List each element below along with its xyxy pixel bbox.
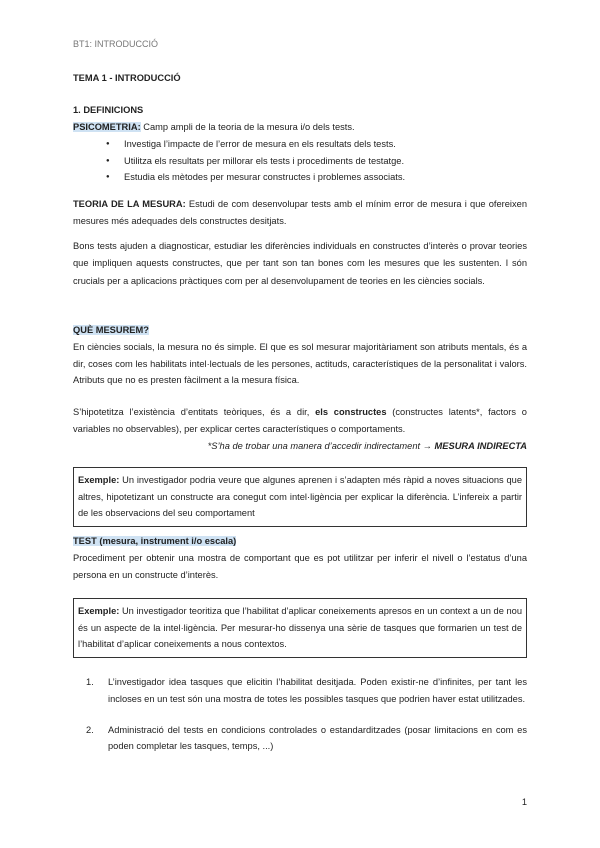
text: (constructes latents*, factors o variables no observables), per explicar certes característiques o comportaments. [73, 407, 527, 434]
list-item: ● Estudia els mètodes per mesurar constructes i problemes associats. [110, 169, 527, 186]
page-header: BT1: INTRODUCCIÓ [73, 39, 159, 49]
example-label: Exemple: [78, 606, 120, 616]
section-heading: 1. DEFINICIONS [73, 105, 144, 115]
page-title: TEMA 1 - INTRODUCCIÓ [73, 73, 181, 83]
list-item [73, 674, 527, 708]
section-heading: TEST (mesura, instrument i/o escala) [73, 536, 237, 546]
example-box [73, 598, 527, 658]
item-number: 2. [86, 724, 94, 735]
text: S’hipotetitza l’existència d’entitats teòriques, és a dir, [73, 407, 316, 417]
example-label: Exemple: [78, 475, 120, 485]
item-text: L’investigador idea tasques que elicitin l’habilitat desitjada. Poden existir-ne d’infinites, per tant les incloses en un test són una mostra de totes les possibles tasques que podrien haver estat utilitzades. [108, 677, 527, 704]
term: TEORIA DE LA MESURA: [73, 199, 186, 209]
teoria-definition [73, 196, 527, 230]
bold-term: els constructes [315, 407, 387, 417]
paragraph: En ciències socials, la mesura no és simple. El que es sol mesurar majoritàriament son atributs mentals, és a dir, coses com les habilitats intel·lectuals de les persones, actituds, característiques de la personalitat i valors. Atributs que no es presten fàcilment a la mesura física. [73, 341, 527, 386]
list-item: ● Investiga l’impacte de l’error de mesura en els resultats dels tests. [110, 136, 527, 153]
list-item [73, 722, 527, 756]
paragraph: Bons tests ajuden a diagnosticar, estudiar les diferències individuals en constructes d’interès o provar teories que impliquen aquests constructes, que per tant son tan bones com les mesures que les sustenten. I són crucials per a aplicacions pràctiques com per al desenvolupament de teories en les ciències socials. [73, 241, 527, 286]
note [73, 438, 527, 455]
page-number: 1 [521, 797, 527, 807]
list-item: ● Utilitza els resultats per millorar els tests i procediments de testatge. [110, 153, 527, 170]
que-mesurem-section [73, 322, 527, 389]
term: PSICOMETRIA: [73, 122, 141, 132]
note-bold: MESURA INDIRECTA [434, 440, 527, 451]
example-text: Un investigador teoritiza que l’habilitat d’aplicar coneixements apresos en un context a un de nou és un aspecte de la intel·ligència. Per mesurar-ho dissenya una sèrie de tasques que formarien un test de l’habilitat d’aplicar coneixements a nous contextos. [78, 606, 522, 650]
note-text: *S’ha de trobar una manera d’accedir indirectament → [207, 440, 435, 451]
test-section [73, 533, 527, 583]
paragraph: Procediment per obtenir una mostra de comportant que es pot utilitzar per inferir el nivell o l’estatus d’una persona en un constructe d’interès. [73, 552, 527, 580]
section-heading: QUÈ MESUREM? [73, 325, 149, 335]
steps-list [73, 674, 527, 755]
hipotesi-section [73, 404, 527, 454]
definition-text: Camp ampli de la teoria de la mesura i/o dels tests. [140, 122, 355, 132]
example-text: Un investigador podria veure que algunes aprenen i s’adapten més ràpid a noves situacions que altres, hipotetizant un constructe ara conegut com intel·ligència per explicar la diferència. L’infereix a partir de les observacions del seu comportament [78, 475, 522, 519]
psicometria-definition [73, 119, 527, 186]
example-box [73, 467, 527, 527]
definition-text: Estudi de com desenvolupar tests amb el mínim error de mesura i que ofereixen mesures més adequades dels constructes desitjats. [73, 199, 527, 226]
bullet-list [73, 136, 527, 186]
item-text: Administració del tests en condicions controlades o estandarditzades (posar limitacions en com es poden completar les tasques, temps, ...) [108, 724, 527, 752]
item-number: 1. [86, 677, 94, 687]
